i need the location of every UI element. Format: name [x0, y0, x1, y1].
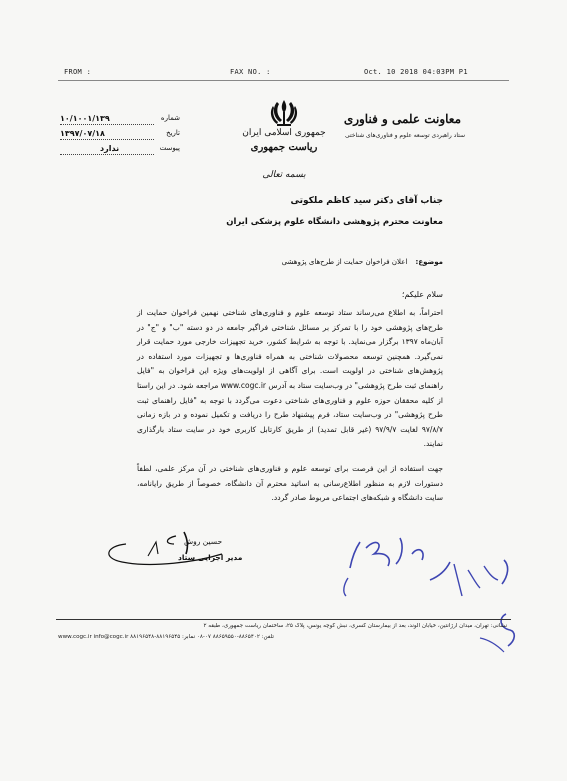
letter-number-row — [60, 114, 180, 128]
bismillah-heading: بسمه تعالی — [262, 170, 306, 180]
dotted-line — [60, 154, 154, 155]
signatory-name: حسین روش — [184, 537, 223, 546]
government-title: جمهوری اسلامی ایران — [242, 128, 326, 138]
presidency-title: ریاست جمهوری — [250, 142, 318, 153]
iran-emblem-icon — [268, 98, 300, 128]
body-paragraph-2: جهت استفاده از این فرصت برای توسعه علوم و فناوری‌های شناختی در آن مرکز علمی، لطفاً دستورات لازم به منظور اطلاع‌رسانی به اساتید محترم آن دانشگاه، خصوصاً از طریق رایانامه، سایت دانشگاه و شبکه‌های اجتماعی مربوط صادر گردد. — [137, 464, 443, 503]
body-paragraph-1: احتراماً، به اطلاع می‌رساند ستاد توسعه علوم و فناوری‌های شناختی نهمین فراخوان حمایت از طرح‌های پژوهشی خود را با تمرکز بر مسائل شناختی فراگیر جامعه در دو دسته "ب" و "ج" در آبان‌ماه ۱۳۹۷ برگزار می‌نماید. با توجه به شرایط کشور، خرید تجهیزات خارجی مورد حمایت قرار نمی‌گیرد. همچنین توسعه محصولات شناختی به همراه فناوری‌ها و تجهیزات مورد استفاده در پژوهش‌های شناختی در اولویت است. برای آگاهی از اولویت‌های ویژه این فراخوان به "فایل راهنمای ثبت طرح پژوهشی" در وب‌سایت ستاد به آدرس www.cogc.ir مراجعه شود. در این راستا از کلیه محققان حوزه علوم و فناوری‌های شناختی دعوت می‌گردد با توجه به "فایل راهنمای ثبت طرح پژوهشی" در وب‌سایت ستاد، فرم پیشنهاد طرح را دریافت و تکمیل نموده و در بازه زمانی ۹۷/۸/۷ لغایت ۹۷/۹/۷ (غیر قابل تمدید) از طریق کارتابل کاربری خود در سایت ستاد بارگذاری نمایند. — [137, 308, 443, 449]
fax-header-rule — [58, 80, 509, 81]
dotted-line — [60, 139, 154, 140]
deputy-title: معاونت علمی و فناوری — [343, 112, 461, 126]
dotted-line — [60, 124, 154, 125]
handwritten-annotation-icon — [330, 518, 530, 668]
subject-text: اعلان فراخوان حمایت از طرح‌های پژوهشی — [281, 258, 408, 266]
letter-number-value: ۱۰/۱۰۰۱/۱۳۹ — [60, 114, 110, 123]
recipient-name: جناب آقای دکتر سید کاظم ملکوتی — [290, 196, 443, 206]
letter-attachment-row — [60, 144, 180, 158]
greeting: سلام علیکم؛ — [401, 290, 443, 299]
letter-date-value: ۱۳۹۷/۰۷/۱۸ — [60, 129, 105, 138]
subject-line — [282, 258, 443, 266]
subject-label: موضوع: — [415, 258, 443, 266]
signatory-title: مدیر اجرایی ستاد — [178, 553, 243, 562]
deputy-subtitle: ستاد راهبردی توسعه علوم و فناوری‌های شناختی — [344, 132, 465, 139]
footer-contact: www.cogc.ir info@cogc.ir تلفن: ۸۸۶۵۴۰۲-۸۸۶۵۹۵۵۰ ۰۷-۰۸ نمابر: ۸۸۱۹۶۵۴۵-۸۸۱۹۶۵۴۸ — [58, 634, 274, 640]
footer-rule — [56, 619, 511, 620]
footer-address: نشانی: تهران، میدان آرژانتین، خیابان الوند، بعد از بیمارستان کسری، نبش کوچه یونس، پلاک ۲۵، ساختمان ریاست جمهوری، طبقه ۲ — [203, 623, 507, 629]
letter-date-label: تاریخ — [166, 129, 180, 137]
fax-number-label: FAX NO. : — [230, 68, 271, 76]
letter-date-row — [60, 129, 180, 143]
letter-attachment-value: ندارد — [100, 144, 120, 153]
letter-attachment-label: پیوست — [159, 144, 180, 152]
fax-timestamp: Oct. 10 2018 04:03PM P1 — [364, 68, 468, 76]
fax-from-label: FROM : — [64, 68, 92, 76]
letter-number-label: شماره — [160, 114, 180, 122]
recipient-position: معاونت محترم پژوهشی دانشگاه علوم پزشکی ایران — [226, 217, 443, 227]
